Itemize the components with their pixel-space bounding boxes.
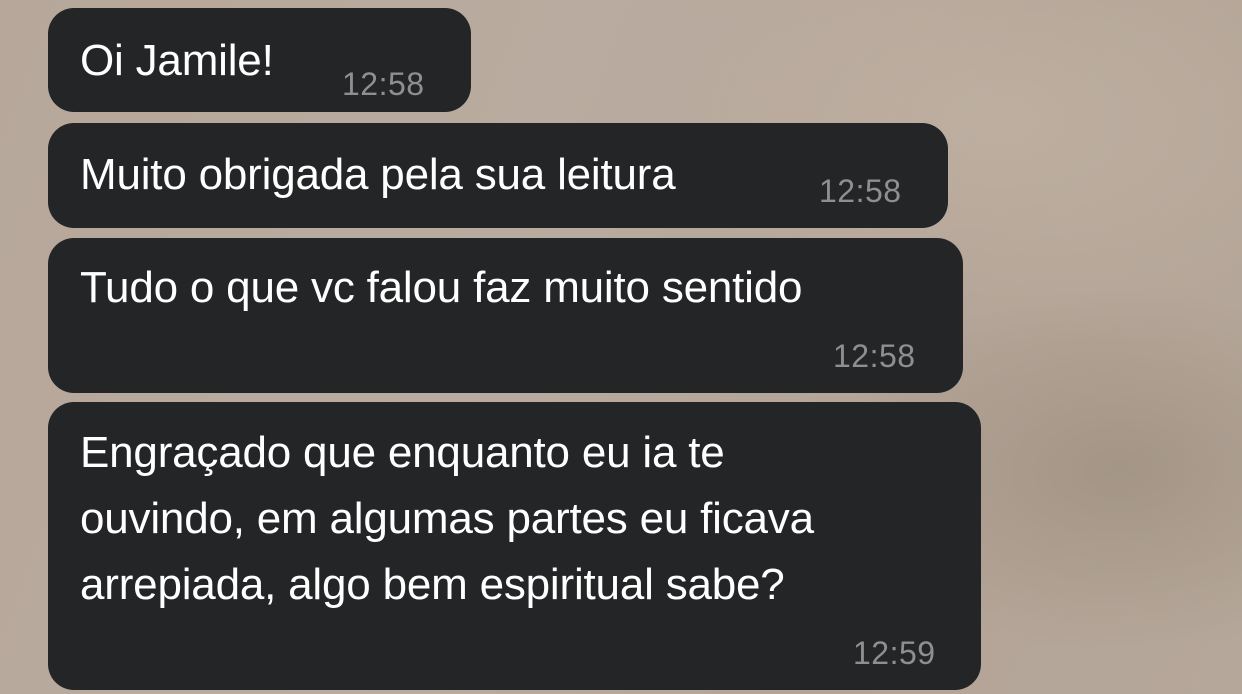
message-text: Tudo o que vc falou faz muito sentido	[80, 263, 803, 312]
message-line: ouvindo, em algumas partes eu ficava	[80, 494, 814, 543]
message-bubble[interactable]	[48, 8, 471, 112]
message-text: Muito obrigada pela sua leitura	[80, 150, 676, 199]
message-line: arrepiada, algo bem espiritual sabe?	[80, 560, 785, 609]
message-text	[80, 420, 814, 618]
message-timestamp: 12:58	[819, 173, 902, 209]
message-timestamp: 12:58	[342, 66, 425, 102]
message-text: Oi Jamile!	[80, 36, 274, 85]
message-bubble[interactable]	[48, 238, 963, 393]
message-bubble[interactable]	[48, 123, 948, 228]
message-timestamp: 12:59	[853, 635, 936, 671]
message-bubble[interactable]	[48, 402, 981, 690]
message-timestamp: 12:58	[833, 338, 916, 374]
message-line: Engraçado que enquanto eu ia te	[80, 428, 725, 477]
